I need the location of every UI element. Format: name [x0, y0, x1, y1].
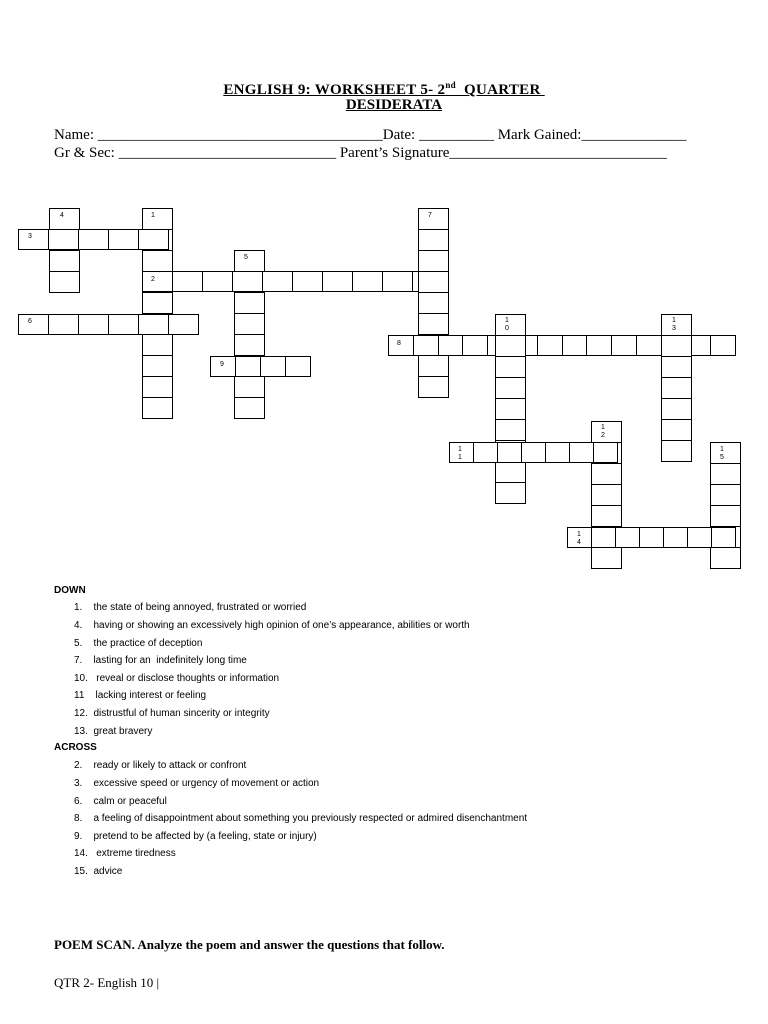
crossword-cell[interactable]	[495, 461, 526, 483]
crossword-cell[interactable]	[418, 313, 449, 335]
crossword-cell[interactable]	[537, 335, 563, 356]
crossword-cell[interactable]	[18, 314, 49, 335]
crossword-cell[interactable]	[473, 442, 498, 463]
crossword-cell[interactable]	[663, 527, 688, 548]
across-clue-3: 3. excessive speed or urgency of movement or action	[74, 778, 320, 789]
crossword-cell[interactable]	[292, 271, 323, 292]
clue-number: 1 1	[458, 446, 462, 461]
crossword-cell[interactable]	[495, 335, 526, 357]
crossword-cell[interactable]	[142, 355, 173, 377]
across-clue-14: 14. extreme tiredness	[74, 848, 176, 859]
crossword-cell[interactable]	[142, 334, 173, 356]
crossword-cell[interactable]	[234, 397, 265, 419]
crossword-cell[interactable]	[413, 335, 439, 356]
clue-number: 1 0	[505, 317, 509, 332]
crossword-cell[interactable]	[48, 229, 79, 250]
crossword-cell[interactable]	[438, 335, 464, 356]
crossword-cell[interactable]	[262, 271, 293, 292]
grade-section-signature-line: Gr & Sec: _____________________________ Parent’s Signature_____________________________	[54, 145, 667, 161]
across-clue-15: 15. advice	[74, 866, 123, 877]
crossword-cell[interactable]	[710, 484, 741, 506]
crossword-cell[interactable]	[661, 419, 692, 441]
crossword-cell[interactable]	[108, 314, 139, 335]
crossword-cell[interactable]	[710, 463, 741, 485]
crossword-cell[interactable]	[661, 398, 692, 420]
crossword-cell[interactable]	[591, 484, 622, 506]
crossword-cell[interactable]	[661, 377, 692, 399]
down-clue-4: 4. having or showing an excessively high opinion of one’s appearance, abilities or worth	[74, 620, 470, 631]
down-clue-10: 10. reveal or disclose thoughts or information	[74, 673, 280, 684]
down-clue-7: 7. lasting for an indefinitely long time	[74, 655, 247, 666]
crossword-cell[interactable]	[636, 335, 662, 356]
crossword-cell[interactable]	[711, 527, 736, 548]
crossword-cell[interactable]	[462, 335, 488, 356]
crossword-cell[interactable]	[78, 314, 109, 335]
crossword-cell[interactable]	[48, 314, 79, 335]
crossword-cell[interactable]	[142, 376, 173, 398]
crossword-cell[interactable]	[591, 547, 622, 569]
clue-number: 2	[151, 276, 155, 283]
crossword-cell[interactable]	[142, 250, 173, 272]
down-clue-1: 1. the state of being annoyed, frustrated or worried	[74, 602, 307, 613]
across-clue-9: 9. pretend to be affected by (a feeling, state or injury)	[74, 831, 317, 842]
down-heading: DOWN	[54, 585, 86, 596]
crossword-cell[interactable]	[497, 442, 522, 463]
clue-number: 9	[220, 361, 224, 368]
down-clue-12: 12. distrustful of human sincerity or integrity	[74, 708, 270, 719]
crossword-cell[interactable]	[495, 356, 526, 378]
crossword-cell[interactable]	[418, 208, 449, 230]
title-superscript: nd	[445, 80, 456, 90]
crossword-cell[interactable]	[687, 527, 712, 548]
worksheet-subtitle: DESIDERATA	[345, 97, 443, 113]
crossword-cell[interactable]	[661, 356, 692, 378]
crossword-cell[interactable]	[49, 208, 80, 230]
clue-number: 5	[244, 254, 248, 261]
crossword-cell[interactable]	[661, 335, 692, 357]
crossword-cell[interactable]	[49, 271, 80, 293]
clue-number: 1 4	[577, 531, 581, 546]
clue-number: 7	[428, 212, 432, 219]
crossword-cell[interactable]	[495, 419, 526, 441]
poem-scan-instruction: POEM SCAN. Analyze the poem and answer the questions that follow.	[54, 937, 445, 952]
crossword-cell[interactable]	[49, 250, 80, 272]
clue-number: 4	[60, 212, 64, 219]
crossword-cell[interactable]	[235, 356, 261, 377]
crossword-cell[interactable]	[78, 229, 109, 250]
crossword-cell[interactable]	[142, 208, 173, 230]
crossword-cell[interactable]	[138, 229, 169, 250]
crossword-cell[interactable]	[569, 442, 594, 463]
crossword-cell[interactable]	[285, 356, 311, 377]
crossword-cell[interactable]	[322, 271, 353, 292]
clue-number: 1 2	[601, 424, 605, 439]
crossword-cell[interactable]	[710, 335, 736, 356]
crossword-cell[interactable]	[138, 314, 169, 335]
down-clue-5: 5. the practice of deception	[74, 638, 203, 649]
crossword-cell[interactable]	[172, 271, 203, 292]
clue-number: 1 3	[672, 317, 676, 332]
crossword-cell[interactable]	[591, 505, 622, 527]
crossword-cell[interactable]	[586, 335, 612, 356]
crossword-cell[interactable]	[661, 440, 692, 462]
crossword-cell[interactable]	[234, 313, 265, 335]
crossword-cell[interactable]	[418, 376, 449, 398]
crossword-cell[interactable]	[418, 229, 449, 251]
crossword-cell[interactable]	[562, 335, 588, 356]
down-clue-13: 13. great bravery	[74, 726, 153, 737]
crossword-cell[interactable]	[710, 505, 741, 527]
clue-number: 6	[28, 318, 32, 325]
crossword-cell[interactable]	[591, 463, 622, 485]
name-date-mark-line: Name: ______________________________________Date: __________ Mark Gained:______________	[54, 127, 687, 143]
crossword-cell[interactable]	[639, 527, 664, 548]
clue-number: 8	[397, 340, 401, 347]
clue-number: 1 5	[720, 446, 724, 461]
title-quarter: QUARTER	[455, 82, 545, 98]
crossword-cell[interactable]	[593, 442, 618, 463]
crossword-cell[interactable]	[168, 314, 199, 335]
across-clue-2: 2. ready or likely to attack or confront	[74, 760, 247, 771]
crossword-cell[interactable]	[591, 527, 616, 548]
crossword-cell[interactable]	[495, 398, 526, 420]
crossword-cell[interactable]	[545, 442, 570, 463]
crossword-cell[interactable]	[142, 397, 173, 419]
down-clue-11: 11 lacking interest or feeling	[74, 690, 207, 701]
clue-number: 1	[151, 212, 155, 219]
crossword-cell[interactable]	[611, 335, 637, 356]
crossword-cell[interactable]	[202, 271, 233, 292]
crossword-cell[interactable]	[521, 442, 546, 463]
crossword-cell[interactable]	[232, 271, 263, 292]
crossword-cell[interactable]	[234, 334, 265, 356]
across-heading: ACROSS	[54, 742, 97, 753]
crossword-cell[interactable]	[142, 271, 173, 292]
title-text: ENGLISH 9: WORKSHEET 5- 2	[223, 82, 446, 98]
crossword-cell[interactable]	[108, 229, 139, 250]
crossword-cell[interactable]	[418, 292, 449, 314]
crossword-cell[interactable]	[260, 356, 286, 377]
crossword-cell[interactable]	[418, 250, 449, 272]
crossword-cell[interactable]	[18, 229, 49, 250]
clue-number: 3	[28, 233, 32, 240]
page-footer: QTR 2- English 10 |	[54, 975, 160, 990]
crossword-cell[interactable]	[615, 527, 640, 548]
crossword-cell[interactable]	[418, 355, 449, 377]
across-clue-8: 8. a feeling of disappointment about something you previously respected or admired disenchantment	[74, 813, 528, 824]
crossword-cell[interactable]	[234, 376, 265, 398]
crossword-cell[interactable]	[142, 292, 173, 314]
crossword-cell[interactable]	[495, 482, 526, 504]
crossword-cell[interactable]	[382, 271, 413, 292]
crossword-cell[interactable]	[234, 250, 265, 272]
crossword-cell[interactable]	[710, 547, 741, 569]
crossword-cell[interactable]	[234, 292, 265, 314]
crossword-cell[interactable]	[495, 377, 526, 399]
crossword-cell[interactable]	[352, 271, 383, 292]
across-clue-6: 6. calm or peaceful	[74, 796, 167, 807]
crossword-cell[interactable]	[418, 271, 449, 293]
